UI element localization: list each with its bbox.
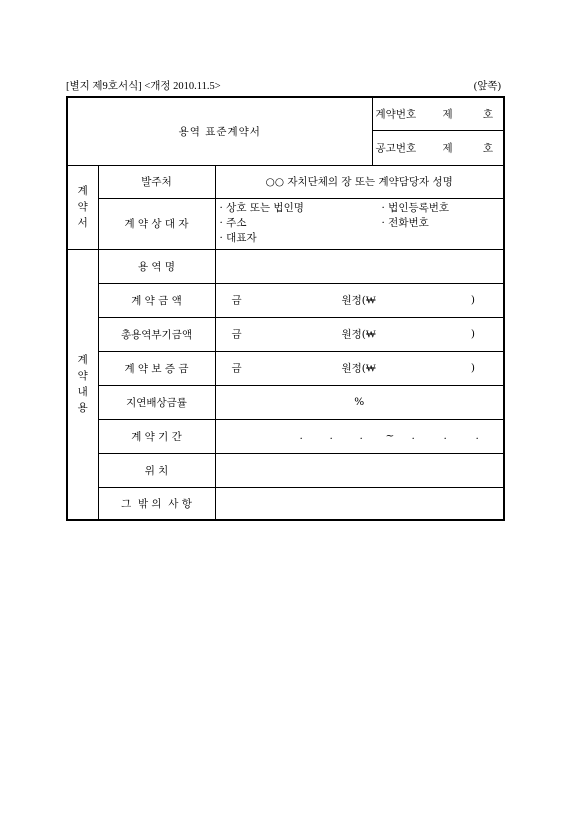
contract-amount-label: 계 약 금 액 (98, 283, 215, 317)
document-title: 용역 표준계약서 (67, 97, 372, 165)
service-name-value[interactable] (215, 249, 504, 283)
orderer-value[interactable]: ○○ 자치단체의 장 또는 계약담당자 성명 (215, 165, 504, 198)
page-side-label: (앞쪽) (473, 81, 501, 92)
contract-number-je: 제 (442, 108, 453, 121)
delay-rate-value[interactable]: % (215, 385, 504, 419)
total-amount-value[interactable]: 금 원정(₩ ) (215, 317, 504, 351)
contract-amount-value[interactable]: 금 원정(₩ ) (215, 283, 504, 317)
period-label: 계 약 기 간 (98, 419, 215, 453)
location-label: 위 치 (98, 453, 215, 487)
notice-number-field[interactable] (372, 130, 504, 165)
section-label-content: 계 약 내 용 (67, 249, 98, 520)
form-header (66, 78, 503, 94)
contract-number-ho: 호 (482, 108, 494, 121)
delay-rate-label: 지연배상금률 (98, 385, 215, 419)
contract-number-label: 계약번호 (375, 108, 417, 121)
period-value[interactable]: . . . ~ . . . (215, 419, 504, 453)
counterparty-label: 계 약 상 대 자 (98, 198, 215, 249)
orderer-label: 발주처 (98, 165, 215, 198)
contract-form-table (66, 96, 505, 521)
counterparty-item: · 전화번호 (381, 216, 429, 229)
deposit-value[interactable]: 금 원정(₩ ) (215, 351, 504, 385)
notice-number-ho: 호 (482, 142, 494, 154)
counterparty-item: · 상호 또는 법인명 (219, 201, 304, 214)
deposit-label: 계 약 보 증 금 (98, 351, 215, 385)
notice-number-label: 공고번호 (375, 142, 417, 154)
counterparty-value[interactable] (215, 198, 504, 249)
counterparty-item: · 주소 (219, 216, 247, 229)
form-number: [별지 제9호서식] <개정 2010.11.5> (66, 81, 221, 92)
contract-number-field[interactable] (372, 97, 504, 130)
counterparty-item: · 법인등록번호 (381, 201, 450, 214)
total-amount-label: 총용역부기금액 (98, 317, 215, 351)
others-label: 그 밖 의 사 항 (98, 487, 215, 520)
service-name-label: 용 역 명 (98, 249, 215, 283)
others-value[interactable] (215, 487, 504, 520)
notice-number-je: 제 (442, 142, 453, 154)
section-label-parties: 계 약 서 (67, 165, 98, 249)
location-value[interactable] (215, 453, 504, 487)
counterparty-item: · 대표자 (219, 231, 257, 244)
